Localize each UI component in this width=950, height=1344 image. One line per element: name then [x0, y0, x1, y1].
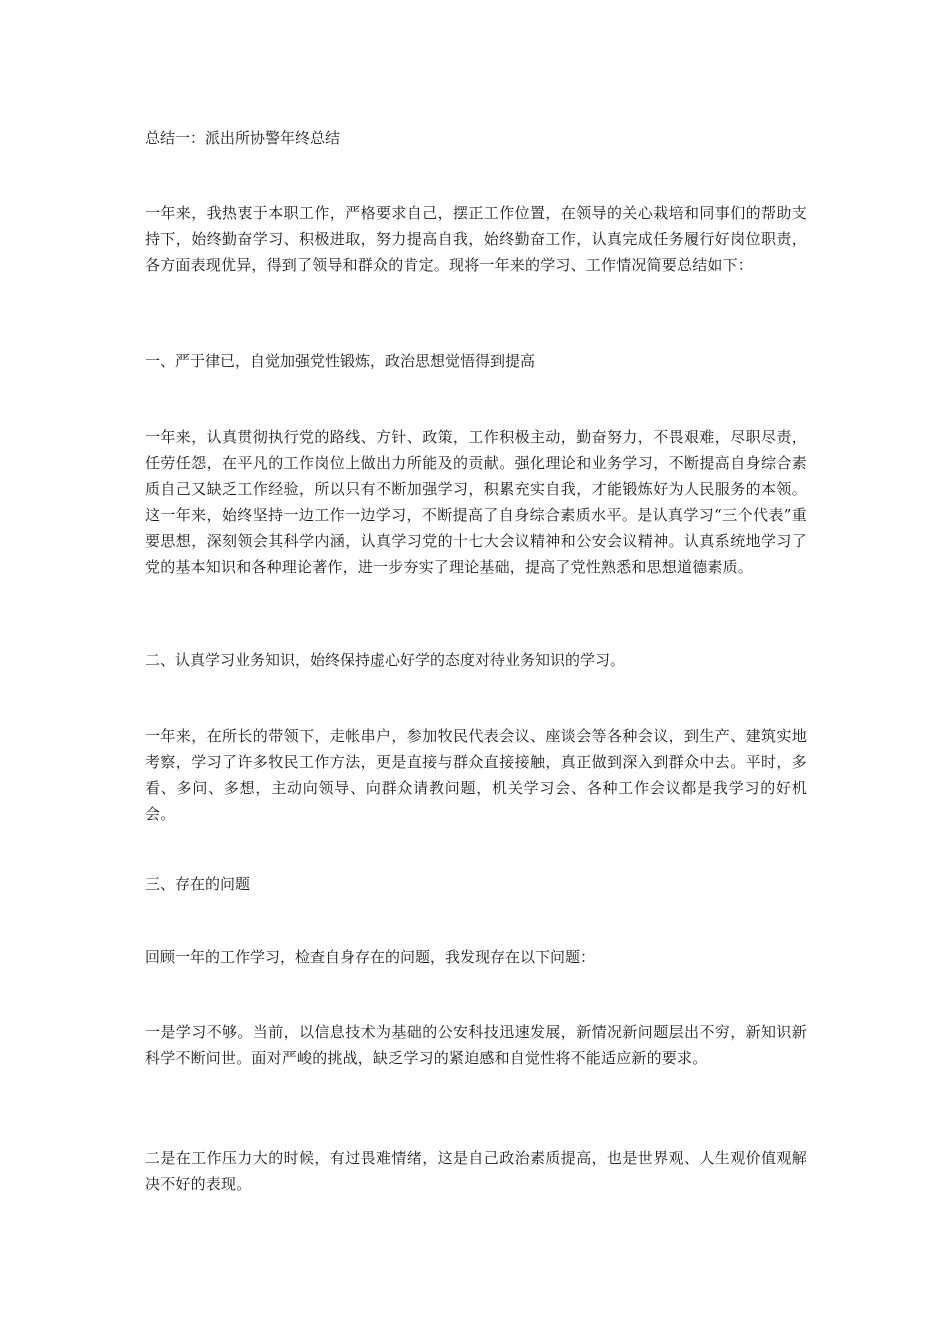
problem2-paragraph: 二是在工作压力大的时候，有过畏难情绪，这是自己政治素质提高，也是世界观、人生观价值观解决不好的表现。 — [145, 1149, 807, 1193]
section2-heading: 二、认真学习业务知识，始终保持虚心好学的态度对待业务知识的学习。 — [145, 651, 626, 669]
section1-paragraph: 一年来，认真贯彻执行党的路线、方针、政策，工作积极主动，勤奋努力，不畏艰难，尽职尽责，任劳任怨，在平凡的工作岗位上做出力所能及的贡献。强化理论和业务学习，不断提高自身综合素质自己又缺乏工作经验，所以只有不断加强学习，积累充实自我，才能锻炼好为人民服务的本领。这一年来，始终坚持一边工作一边学习，不断提高了自身综合素质水平。是认真学习“三个代表”重要思想，深刻领会其科学内涵，认真学习党的十七大会议精神和公安会议精神。认真系统地学习了党的基本知识和各种理论著作，进一步夯实了理论基础，提高了党性熟悉和思想道德素质。 — [145, 428, 807, 576]
problem1-paragraph: 一是学习不够。当前，以信息技术为基础的公安科技迅速发展，新情况新问题层出不穷，新知识新科学不断问世。面对严峻的挑战，缺乏学习的紧迫感和自觉性将不能适应新的要求。 — [145, 1023, 807, 1067]
section2-paragraph: 一年来，在所长的带领下，走帐串户，参加牧民代表会议、座谈会等各种会议，到生产、建筑实地考察，学习了许多牧民工作方法，更是直接与群众直接接触，真正做到深入到群众中去。平时，多看、多问、多想，主动向领导、向群众请教问题，机关学习会、各种工作会议都是我学习的好机会。 — [145, 727, 807, 823]
intro-paragraph: 一年来，我热衷于本职工作，严格要求自己，摆正工作位置，在领导的关心栽培和同事们的帮助支持下，始终勤奋学习、积极进取，努力提高自我，始终勤奋工作，认真完成任务履行好岗位职责，各方面表现优异，得到了领导和群众的肯定。现将一年来的学习、工作情况简要总结如下： — [145, 204, 807, 274]
section3-intro: 回顾一年的工作学习，检查自身存在的问题，我发现存在以下问题： — [145, 948, 596, 966]
document-title: 总结一：派出所协警年终总结 — [145, 129, 341, 147]
section1-heading: 一、严于律已，自觉加强党性锻炼，政治思想觉悟得到提高 — [145, 352, 536, 370]
section3-heading: 三、存在的问题 — [145, 875, 251, 893]
